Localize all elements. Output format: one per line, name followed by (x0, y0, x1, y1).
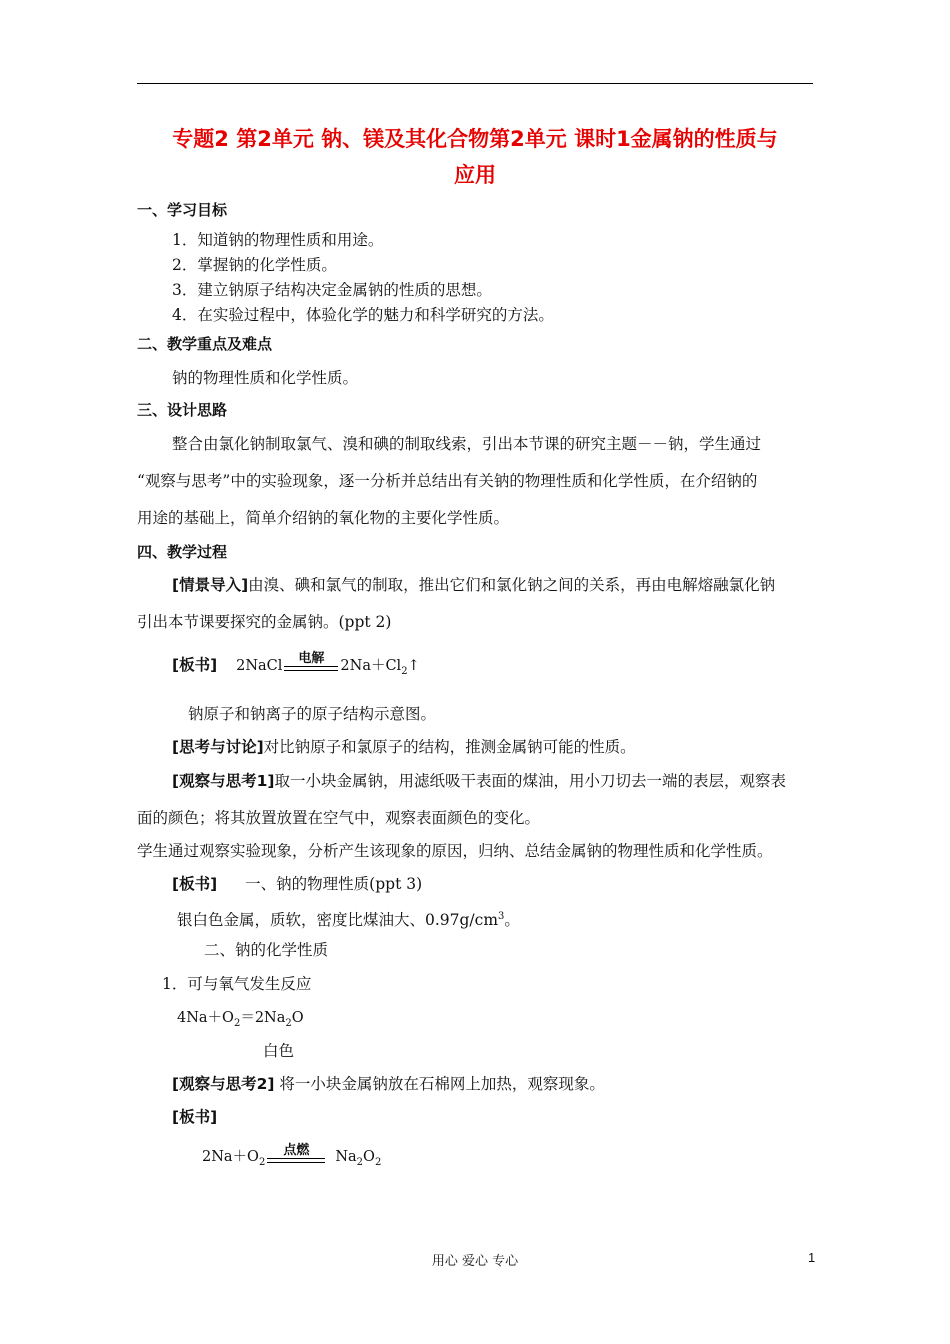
section-3-heading: 三、设计思路 (137, 401, 228, 419)
eq1-condition (282, 651, 340, 676)
think-text: 对比钠原子和氯原子的结构，推测金属钠可能的性质。 (263, 738, 636, 756)
eq3-condition-label: 点燃 (283, 1143, 310, 1158)
chemical-property-heading: 二、钠的化学性质 (204, 941, 329, 959)
header-rule (137, 83, 813, 84)
board-tag-3-line (172, 1106, 217, 1128)
double-bar-sign (284, 666, 338, 671)
board-tag-1: [板书] (172, 656, 218, 674)
board-physical-line (172, 873, 422, 895)
physical-property-sup: 3 (498, 911, 505, 922)
page-footer: 用心 爱心 专心 (431, 1254, 519, 1269)
intro-tag: [情景导入] (172, 576, 249, 594)
student-activity-text: 学生通过观察实验现象，分析产生该现象的原因，归纳、总结金属钠的物理性质和化学性质。 (137, 842, 773, 860)
eq2-c: O (291, 1010, 304, 1026)
objective-2: 2．掌握钠的化学性质。 (172, 256, 337, 274)
observe-1-tag: [观察与思考1] (172, 772, 275, 790)
equation-electrolysis (236, 651, 420, 677)
think-tag: [思考与讨论] (172, 738, 264, 756)
gas-arrow-icon: ↑ (407, 658, 420, 674)
physical-property-end: 。 (504, 911, 520, 930)
intro-line-2: 引出本节课要探究的金属钠。(ppt 2) (137, 613, 392, 631)
atom-structure-text: 钠原子和钠离子的原子结构示意图。 (188, 705, 437, 723)
observe-1-text-1: 取一小块金属钠，用滤纸吸干表面的煤油，用小刀切去一端的表层，观察表 (274, 772, 786, 790)
objective-4: 4．在实验过程中，体验化学的魅力和科学研究的方法。 (172, 306, 554, 324)
eq2-s2: 2 (285, 1017, 292, 1029)
observe-2-tag: [观察与思考2] (172, 1075, 275, 1093)
section-1-heading: 一、学习目标 (137, 201, 228, 219)
eq3-condition (265, 1143, 327, 1168)
board-equation-1 (172, 651, 420, 683)
section-2-text: 钠的物理性质和化学性质。 (172, 369, 359, 387)
observe-1-line-1 (172, 770, 786, 792)
title-line-1: 专题2 第2单元 钠、镁及其化合物第2单元 课时1金属钠的性质与 (172, 127, 778, 151)
observe-1-line-2: 面的颜色；将其放置放置在空气中，观察表面颜色的变化。 (137, 809, 541, 827)
think-discuss-line (172, 736, 636, 758)
section-2-heading: 二、教学重点及难点 (137, 335, 273, 353)
section-3-line-1: 整合由氯化钠制取氯气、溴和碘的制取线索，引出本节课的研究主题－－钠，学生通过 (172, 435, 762, 453)
eq1-condition-label: 电解 (298, 651, 325, 666)
section-3-line-3: 用途的基础上，简单介绍钠的氧化物的主要化学性质。 (137, 509, 510, 527)
eq3-a: 2Na＋O (202, 1149, 259, 1165)
page-number: 1 (808, 1250, 816, 1265)
physical-property-body: 银白色金属，质软，密度比煤油大、0.97g/cm (177, 911, 499, 930)
eq2-b: ＝2Na (240, 1010, 286, 1026)
board-tag-3: [板书] (172, 1108, 218, 1126)
eq1-rhs: 2Na＋Cl (340, 658, 402, 674)
title-line-2: 应用 (454, 163, 496, 187)
eq3-s3: 2 (374, 1156, 382, 1168)
intro-line-1 (172, 574, 775, 596)
objective-3: 3．建立钠原子结构决定金属钠的性质的思想。 (172, 281, 492, 299)
observe-2-text: 将一小块金属钠放在石棉网上加热，观察现象。 (274, 1075, 605, 1093)
white-color-note: 白色 (263, 1042, 295, 1060)
equation-oxidation (177, 1007, 304, 1035)
board-physical-text: 一、钠的物理性质(ppt 3) (245, 875, 423, 893)
board-tag-2: [板书] (172, 875, 218, 893)
intro-text-1: 由溴、碘和氯气的制取，推出它们和氯化钠之间的关系，再由电解熔融氯化钠 (248, 576, 776, 594)
eq3-c: O (363, 1149, 375, 1165)
chemical-item-1: 1．可与氧气发生反应 (162, 975, 312, 993)
eq1-rhs-sub: 2 (401, 665, 408, 677)
double-bar-sign-2 (267, 1158, 325, 1163)
eq2-s1: 2 (233, 1017, 241, 1029)
equation-combustion (202, 1143, 382, 1174)
observe-2-line (172, 1073, 605, 1095)
eq3-b: Na (335, 1149, 357, 1165)
section-4-heading: 四、教学过程 (137, 543, 228, 561)
eq1-lhs: 2NaCl (236, 658, 283, 674)
eq3-s1: 2 (258, 1156, 266, 1168)
section-3-line-2: “观察与思考”中的实验现象，逐一分析并总结出有关钠的物理性质和化学性质，在介绍钠的 (137, 472, 758, 490)
objective-1: 1．知道钠的物理性质和用途。 (172, 231, 384, 249)
eq3-s2: 2 (356, 1156, 364, 1168)
eq2-a: 4Na＋O (177, 1010, 234, 1026)
physical-property-text (177, 906, 520, 931)
